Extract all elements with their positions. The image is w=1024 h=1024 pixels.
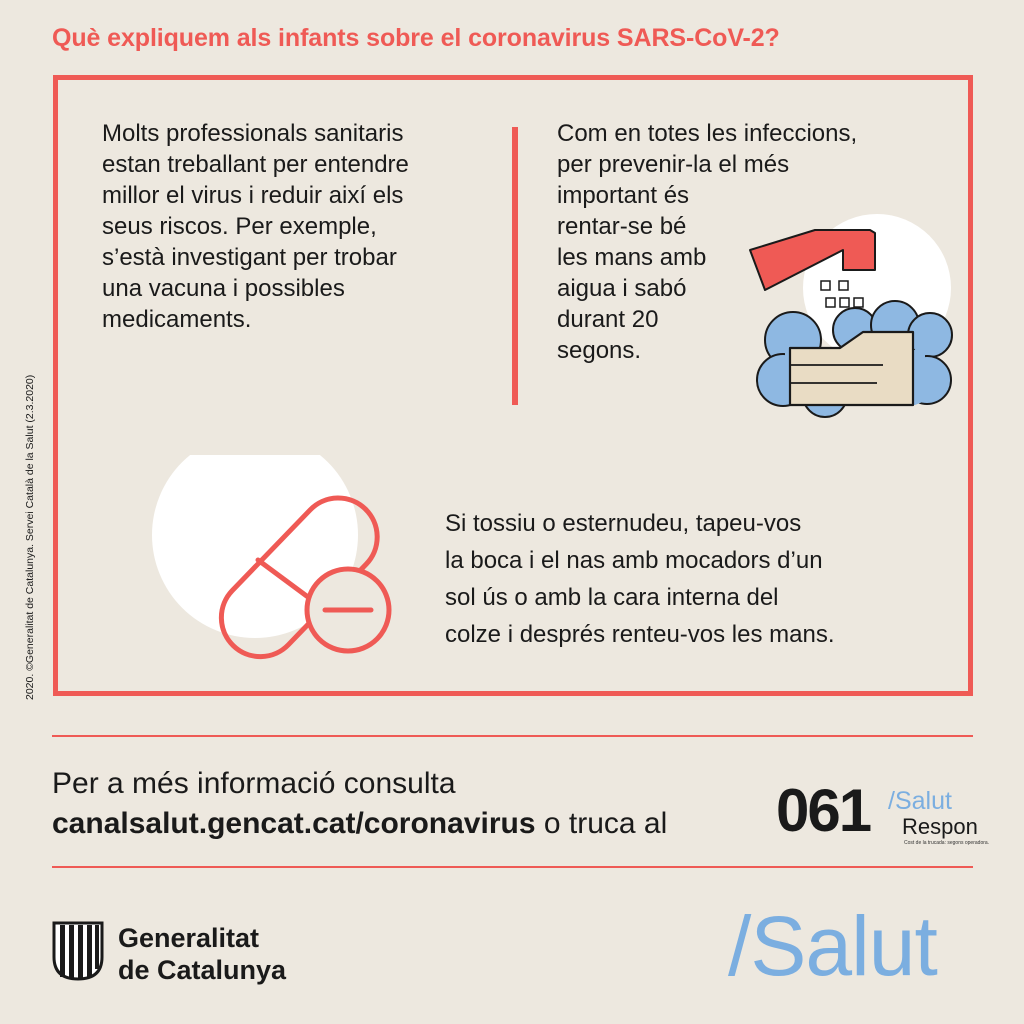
salut-respon-badge xyxy=(776,777,990,852)
research-text: Molts professionals sanitaris estan treballant per entendre millor el virus i reduir així els seus riscos. Per exemple, s’està investigant per trobar una vacuna i possibles medicaments. xyxy=(102,120,409,333)
cough-text: Si tossiu o esternudeu, tapeu-vos la boca i el nas amb mocadors d’un sol ús o amb la cara interna del colze i després renteu-vos les mans. xyxy=(445,510,835,648)
top-separator xyxy=(52,735,973,737)
badge-respon-label: Respon xyxy=(902,814,978,839)
vertical-divider xyxy=(512,127,518,405)
phone-number[interactable]: 061 xyxy=(776,777,871,844)
badge-salut-label: /Salut xyxy=(888,787,952,815)
page-title: Què expliquem als infants sobre el coronavirus SARS-CoV-2? xyxy=(52,24,780,52)
info-url-link[interactable]: canalsalut.gencat.cat/coronavirus xyxy=(52,807,536,840)
generalitat-logo-text: Generalitat de Catalunya xyxy=(118,923,287,985)
salut-brand: /Salut xyxy=(728,899,937,993)
badge-cost-note: Cost de la trucada: segons operadora. xyxy=(904,840,990,846)
bottom-separator xyxy=(52,866,973,868)
info-tail: o truca al xyxy=(535,807,668,840)
copyright-credit: 2020. ©Generalitat de Catalunya. Servei Català de la Salut (2.3.2020) xyxy=(24,374,36,700)
info-line-2 xyxy=(52,804,667,844)
senyera-emblem-icon xyxy=(52,921,104,981)
info-line: Per a més informació consulta xyxy=(52,767,456,800)
info-block xyxy=(52,764,667,844)
handwash-text: Com en totes les infeccions, per prevenir-la el més important és rentar-se bé les mans amb aigua i sabó durant 20 segons. xyxy=(557,120,858,364)
medicine-pills-icon xyxy=(150,455,410,675)
